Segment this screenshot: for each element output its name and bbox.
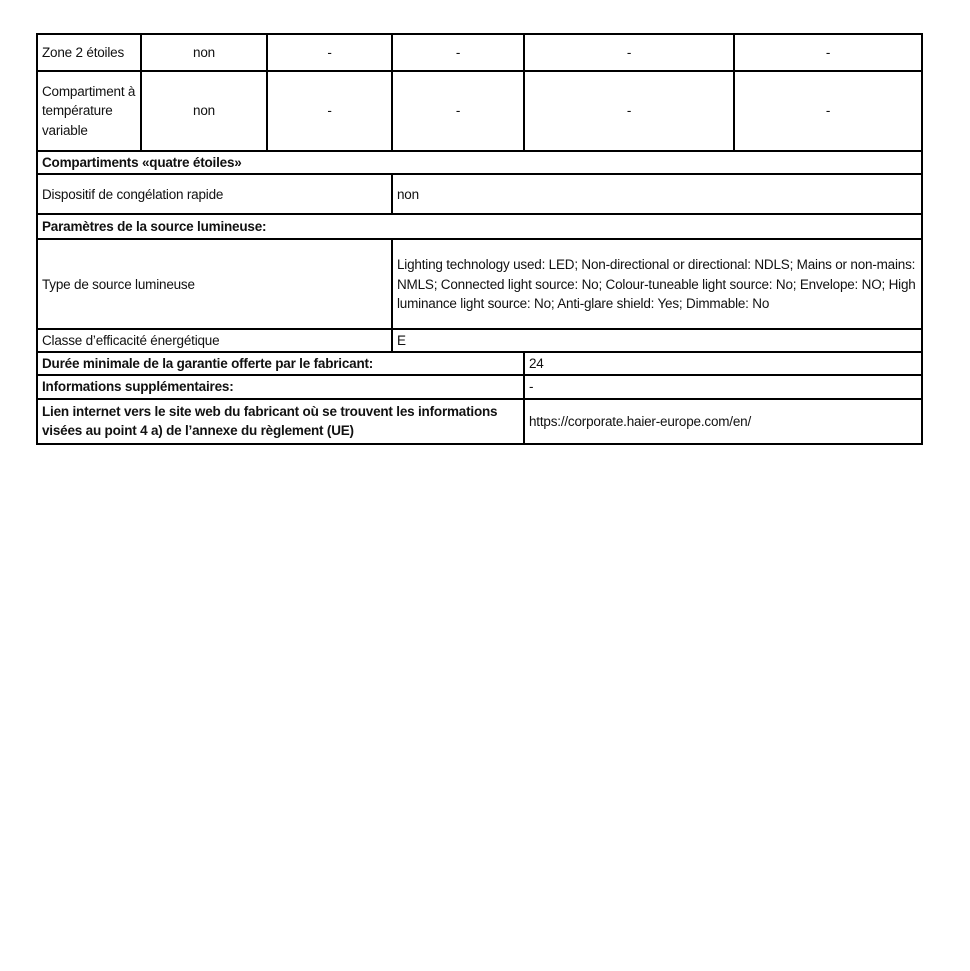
cell-value: non: [141, 71, 267, 151]
cell-value: -: [734, 34, 922, 71]
cell-value: -: [392, 71, 524, 151]
cell-value: -: [267, 71, 392, 151]
row-label: Classe d’efficacité énergétique: [37, 329, 392, 352]
cell-value: -: [524, 34, 734, 71]
cell-value: 24: [524, 352, 922, 375]
table-row-congelation-rapide: [37, 174, 922, 214]
row-label: Dispositif de congélation rapide: [37, 174, 392, 214]
cell-value: -: [524, 71, 734, 151]
section-header: Compartiments «quatre étoiles»: [37, 151, 922, 174]
row-label: Informations supplémentaires:: [37, 375, 524, 398]
table-row-type-source-lumineuse: [37, 239, 922, 329]
cell-value: E: [392, 329, 922, 352]
row-label: Type de source lumineuse: [37, 239, 392, 329]
row-label: Zone 2 étoiles: [37, 34, 141, 71]
table-row-section-quatre-etoiles: [37, 151, 922, 174]
table-row-informations-supplementaires: [37, 375, 922, 398]
cell-value: -: [734, 71, 922, 151]
cell-value: Lighting technology used: LED; Non-directional or directional: NDLS; Mains or non-mains: NMLS; Connected light source: No; Colour-tuneable light source: No; Envelope: NO; High luminance light source: No; Anti-glare shield: Yes; Dimmable: No: [392, 239, 922, 329]
product-fiche-table: [36, 33, 923, 445]
table-row-garantie: [37, 352, 922, 375]
cell-value: non: [141, 34, 267, 71]
table-row-lien-fabricant: [37, 399, 922, 444]
cell-value: non: [392, 174, 922, 214]
table-row-section-source-lumineuse: [37, 214, 922, 239]
table-row-zone-2-etoiles: [37, 34, 922, 71]
cell-value: -: [267, 34, 392, 71]
row-label: Durée minimale de la garantie offerte par le fabricant:: [37, 352, 524, 375]
manufacturer-url: https://corporate.haier-europe.com/en/: [524, 399, 922, 444]
cell-value: -: [392, 34, 524, 71]
section-header: Paramètres de la source lumineuse:: [37, 214, 922, 239]
row-label: Lien internet vers le site web du fabricant où se trouvent les informations visées au point 4 a) de l’annexe du règlement (UE): [37, 399, 524, 444]
row-label: Compartiment à température variable: [37, 71, 141, 151]
table-row-compartiment-temperature-variable: [37, 71, 922, 151]
cell-value: -: [524, 375, 922, 398]
table-row-classe-efficacite: [37, 329, 922, 352]
